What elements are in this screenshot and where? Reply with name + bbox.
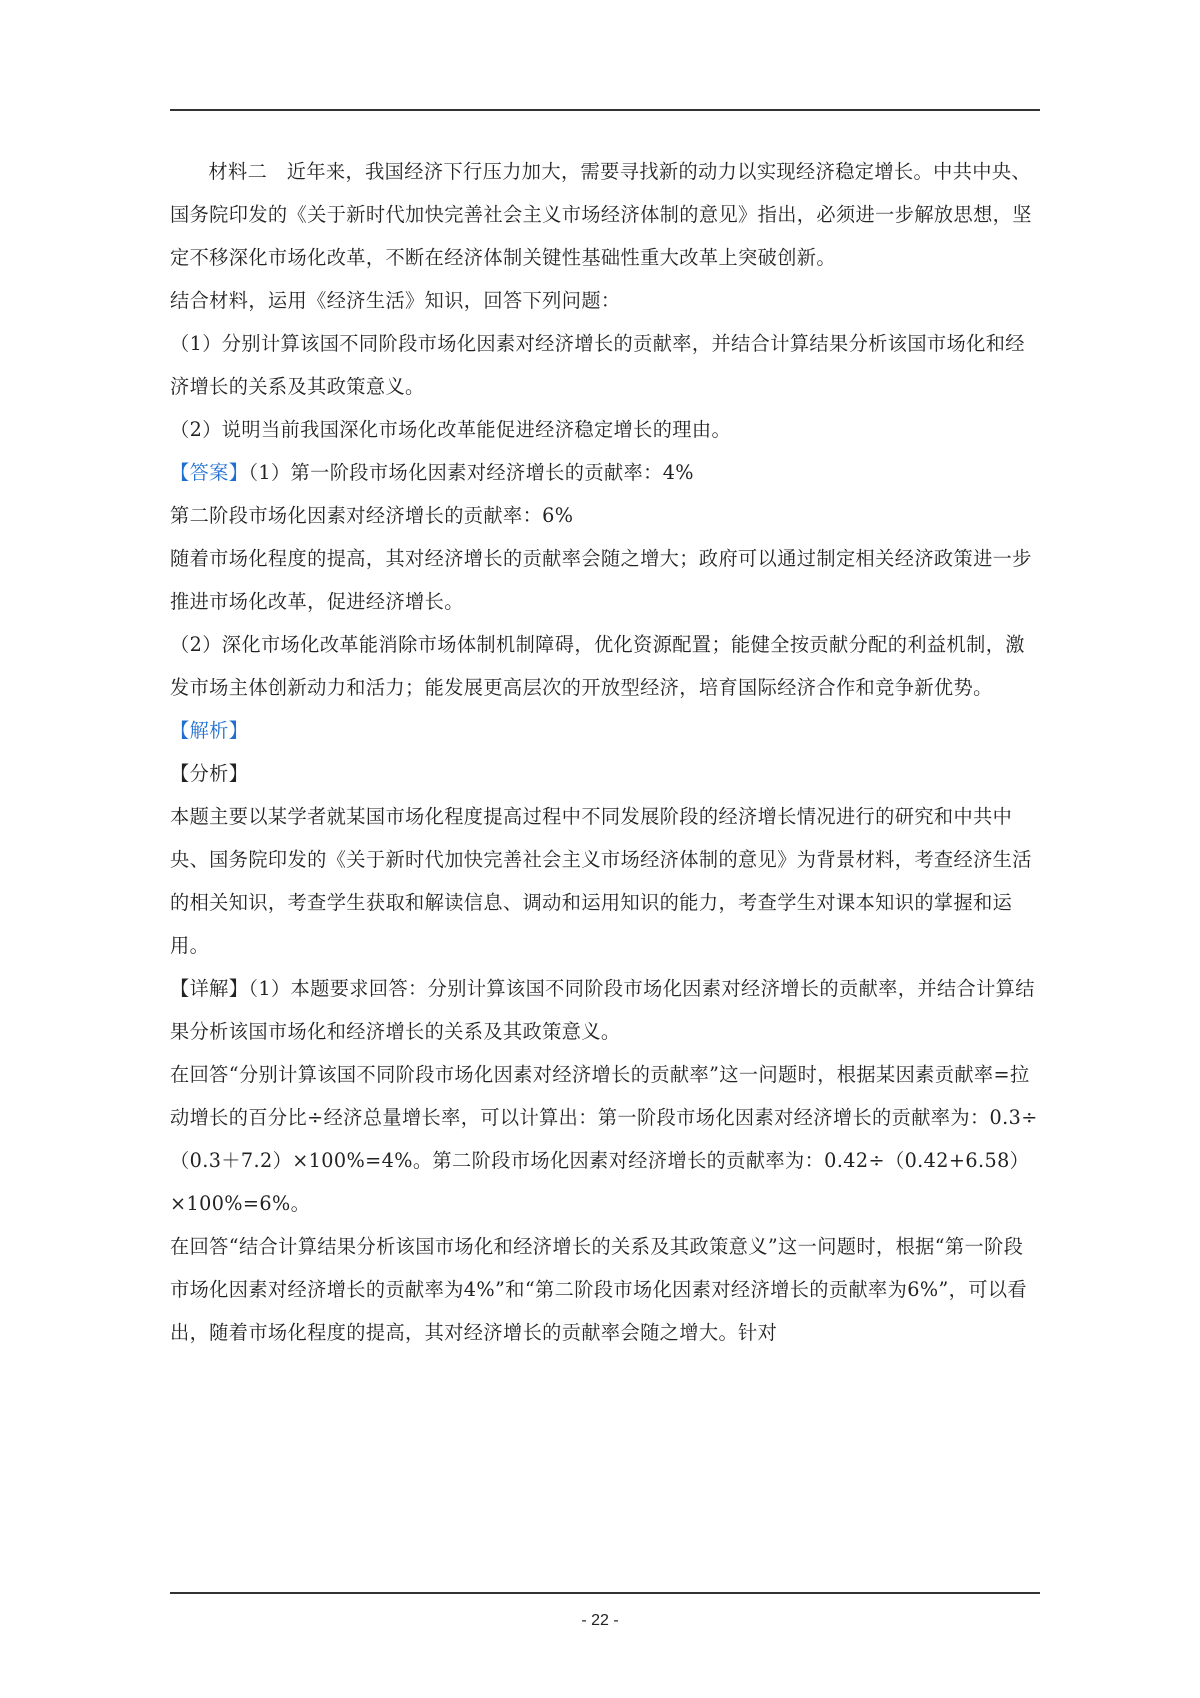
analysis-tag: 【解析】 <box>170 719 249 742</box>
paragraph-fenxi-label: 【分析】 <box>170 762 249 785</box>
paragraph-detail-2: 在回答“分别计算该国不同阶段市场化因素对经济增长的贡献率”这一问题时，根据某因素贡献率=拉动增长的百分比÷经济总量增长率，可以计算出：第一阶段市场化因素对经济增长的贡献率为：0.3÷（0.3＋7.2）×100%=4%。第二阶段市场化因素对经济增长的贡献率为：0.42÷（0.42+6.58）×100%=6%。 <box>170 1063 1038 1215</box>
paragraph-question-2: （2）说明当前我国深化市场化改革能促进经济稳定增长的理由。 <box>170 418 732 441</box>
paragraph-answer-4: （2）深化市场化改革能消除市场体制机制障碍，优化资源配置；能健全按贡献分配的利益机制，激发市场主体创新动力和活力；能发展更高层次的开放型经济，培育国际经济合作和竞争新优势。 <box>170 633 1025 699</box>
document-body <box>170 150 1040 1354</box>
paragraph-detail-1: 【详解】（1）本题要求回答：分别计算该国不同阶段市场化因素对经济增长的贡献率，并结合计算结果分析该国市场化和经济增长的关系及其政策意义。 <box>170 977 1035 1043</box>
paragraph-material-two: 材料二 近年来，我国经济下行压力加大，需要寻找新的动力以实现经济稳定增长。中共中央、国务院印发的《关于新时代加快完善社会主义市场经济体制的意见》指出，必须进一步解放思想，坚定不移深化市场化改革，不断在经济体制关键性基础性重大改革上突破创新。 <box>170 160 1032 269</box>
paragraph-detail-3: 在回答“结合计算结果分析该国市场化和经济增长的关系及其政策意义”这一问题时，根据“第一阶段市场化因素对经济增长的贡献率为4%”和“第二阶段市场化因素对经济增长的贡献率为6%”，可以看出，随着市场化程度的提高，其对经济增长的贡献率会随之增大。针对 <box>170 1235 1028 1344</box>
paragraph-fenxi-text: 本题主要以某学者就某国市场化程度提高过程中不同发展阶段的经济增长情况进行的研究和中共中央、国务院印发的《关于新时代加快完善社会主义市场经济体制的意见》为背景材料，考查经济生活的相关知识，考查学生获取和解读信息、调动和运用知识的能力，考查学生对课本知识的掌握和运用。 <box>170 805 1032 957</box>
paragraph-answer-2: 第二阶段市场化因素对经济增长的贡献率：6% <box>170 504 574 527</box>
paragraph-answer-1: 【答案】（1）第一阶段市场化因素对经济增长的贡献率：4% <box>170 461 694 484</box>
answer-tag: 【答案】 <box>170 461 249 484</box>
page-number: - 22 - <box>581 1612 619 1629</box>
header-rule <box>170 109 1040 111</box>
footer-rule <box>170 1592 1040 1594</box>
paragraph-instruction: 结合材料，运用《经济生活》知识，回答下列问题： <box>170 289 621 312</box>
paragraph-question-1: （1）分别计算该国不同阶段市场化因素对经济增长的贡献率，并结合计算结果分析该国市场化和经济增长的关系及其政策意义。 <box>170 332 1025 398</box>
paragraph-analysis-label <box>170 709 1040 752</box>
paragraph-answer-3: 随着市场化程度的提高，其对经济增长的贡献率会随之增大；政府可以通过制定相关经济政策进一步推进市场化改革，促进经济增长。 <box>170 547 1032 613</box>
